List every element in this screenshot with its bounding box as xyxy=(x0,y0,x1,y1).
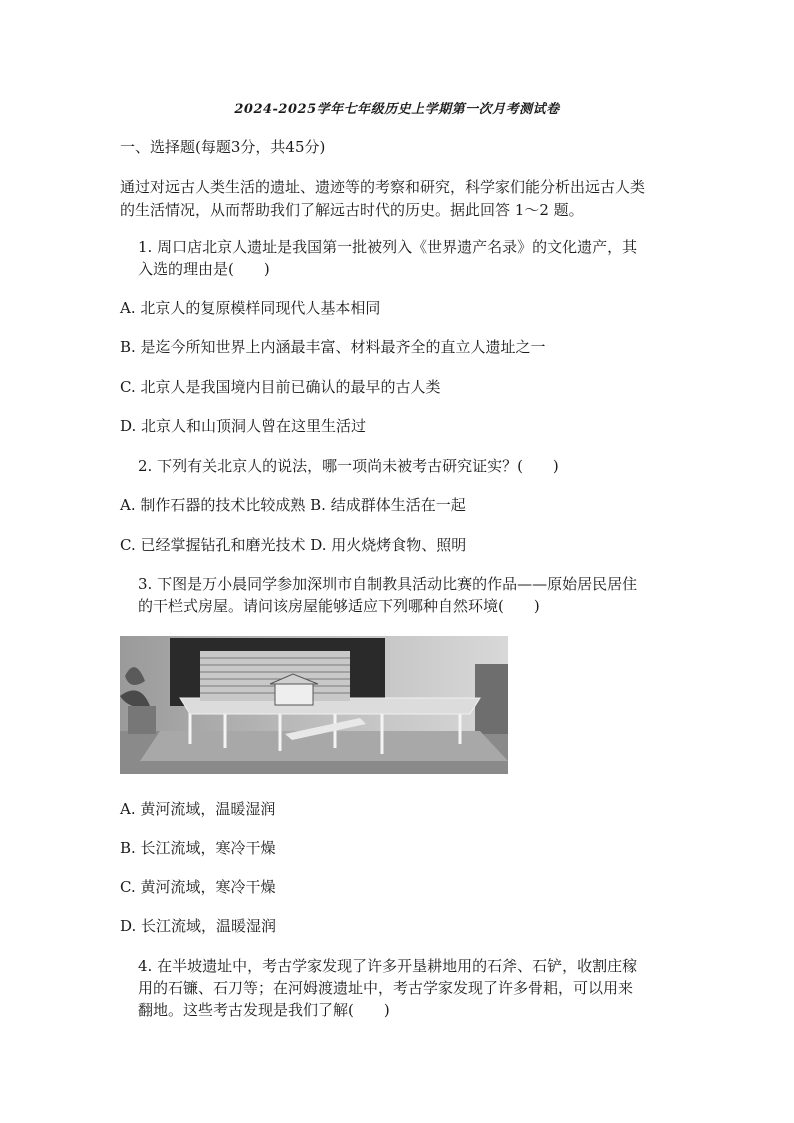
question-3-stem-cont: 的干栏式房屋。请问该房屋能够适应下列哪种自然环境( ) xyxy=(138,597,540,615)
q3-option-c: C. 黄河流域，寒冷干燥 xyxy=(120,878,276,896)
q1-option-c: C. 北京人是我国境内目前已确认的最早的古人类 xyxy=(120,378,441,396)
stilt-house-model-photo xyxy=(120,636,508,774)
q3-option-b: B. 长江流域，寒冷干燥 xyxy=(120,839,276,857)
q3-option-a: A. 黄河流域，温暖湿润 xyxy=(120,800,276,818)
intro-line-2: 的生活情况，从而帮助我们了解远古时代的历史。据此回答 1～2 题。 xyxy=(120,201,584,219)
intro-line-1: 通过对远古人类生活的遗址、遗迹等的考察和研究，科学家们能分析出远古人类 xyxy=(120,178,646,196)
exam-title: 2024-2025学年七年级历史上学期第一次月考测试卷 xyxy=(234,102,560,117)
question-4-stem-cont-1: 用的石镰、石刀等；在河姆渡遗址中，考古学家发现了许多骨耜，可以用来 xyxy=(138,979,634,997)
q3-option-d: D. 长江流域，温暖湿润 xyxy=(120,917,277,935)
q1-option-a: A. 北京人的复原模样同现代人基本相同 xyxy=(120,299,381,317)
section-heading: 一、选择题(每题3分，共45分) xyxy=(120,138,326,156)
q2-options-row-2: C. 已经掌握钻孔和磨光技术 D. 用火烧烤食物、照明 xyxy=(120,536,467,554)
question-1-stem: 1. 周口店北京人遗址是我国第一批被列入《世界遗产名录》的文化遗产，其 xyxy=(138,238,638,256)
question-1-stem-cont: 入选的理由是( ) xyxy=(138,260,270,278)
question-3-stem: 3. 下图是万小晨同学参加深圳市自制教具活动比赛的作品——原始居民居住 xyxy=(138,575,638,593)
q1-option-d: D. 北京人和山顶洞人曾在这里生活过 xyxy=(120,417,367,435)
q2-options-row-1: A. 制作石器的技术比较成熟 B. 结成群体生活在一起 xyxy=(120,496,466,514)
q1-option-b: B. 是迄今所知世界上内涵最丰富、材料最齐全的直立人遗址之一 xyxy=(120,338,546,356)
question-2-stem: 2. 下列有关北京人的说法，哪一项尚未被考古研究证实？( ) xyxy=(138,457,559,475)
question-4-stem: 4. 在半坡遗址中，考古学家发现了许多开垦耕地用的石斧、石铲，收割庄稼 xyxy=(138,957,638,975)
question-4-stem-cont-2: 翻地。这些考古发现是我们了解( ) xyxy=(138,1001,390,1019)
